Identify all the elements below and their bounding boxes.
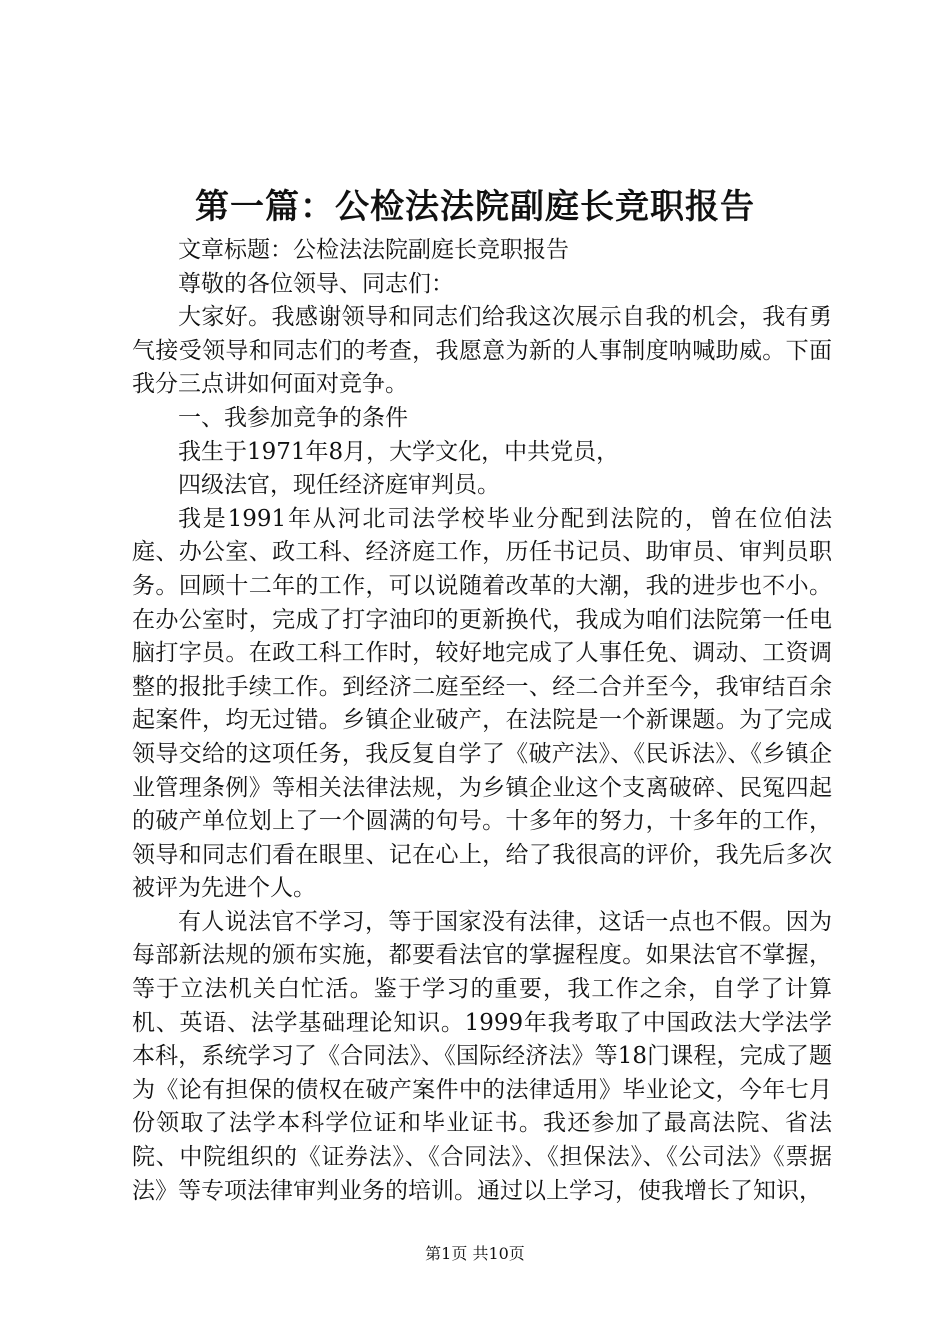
paragraph-study: 有人说法官不学习，等于国家没有法律，这话一点也不假。因为每部新法规的颁布实施，都要看法官的掌握程度。如果法官不掌握，等于立法机关白忙活。鉴于学习的重要，我工作之余，自学了计算机、英语、法学基础理论知识。1999年我考取了中国政法大学法学本科，系统学习了《合同法》、《国际经济法》等18门课程，完成了题为《论有担保的债权在破产案件中的法律适用》毕业论文，今年七月份领取了法学本科学位证和毕业证书。我还参加了最高法院、省法院、中院组织的《证券法》、《合同法》、《担保法》、《公司法》《票据法》等专项法律审判业务的培训。通过以上学习，使我增长了知识， — [132, 908, 832, 1204]
page-footer: 第1页 共10页 — [425, 1244, 525, 1263]
article-title-line: 文章标题：公检法法院副庭长竞职报告 — [178, 237, 569, 263]
paragraph-greeting: 大家好。我感谢领导和同志们给我这次展示自我的机会，我有勇气接受领导和同志们的考查，我愿意为新的人事制度呐喊助威。下面我分三点讲如何面对竞争。 — [132, 304, 832, 398]
paragraph-career: 我是1991年从河北司法学校毕业分配到法院的，曾在位伯法庭、办公室、政工科、经济庭工作，历任书记员、助审员、审判员职务。回顾十二年的工作，可以说随着改革的大潮，我的进步也不小。在办公室时，完成了打字油印的更新换代，我成为咱们法院第一任电脑打字员。在政工科工作时，较好地完成了人事任免、调动、工资调整的报批手续工作。到经济二庭至经一、经二合并至今，我审结百余起案件，均无过错。乡镇企业破产，在法院是一个新课题。为了完成领导交给的这项任务，我反复自学了《破产法》、《民诉法》、《乡镇企业管理条例》等相关法律法规，为乡镇企业这个支离破碎、民冤四起的破产单位划上了一个圆满的句号。十多年的努力，十多年的工作，领导和同志们看在眼里、记在心上，给了我很高的评价，我先后多次被评为先进个人。 — [132, 505, 832, 902]
paragraph-birth: 我生于1971年8月，大学文化，中共党员， — [178, 438, 620, 465]
document-body — [132, 234, 832, 1208]
paragraph-rank: 四级法官，现任经济庭审判员。 — [178, 472, 500, 499]
document-title: 第一篇：公检法法院副庭长竞职报告 — [195, 187, 755, 227]
salutation: 尊敬的各位领导、同志们： — [178, 270, 454, 297]
section-heading-1: 一、我参加竞争的条件 — [178, 404, 408, 431]
